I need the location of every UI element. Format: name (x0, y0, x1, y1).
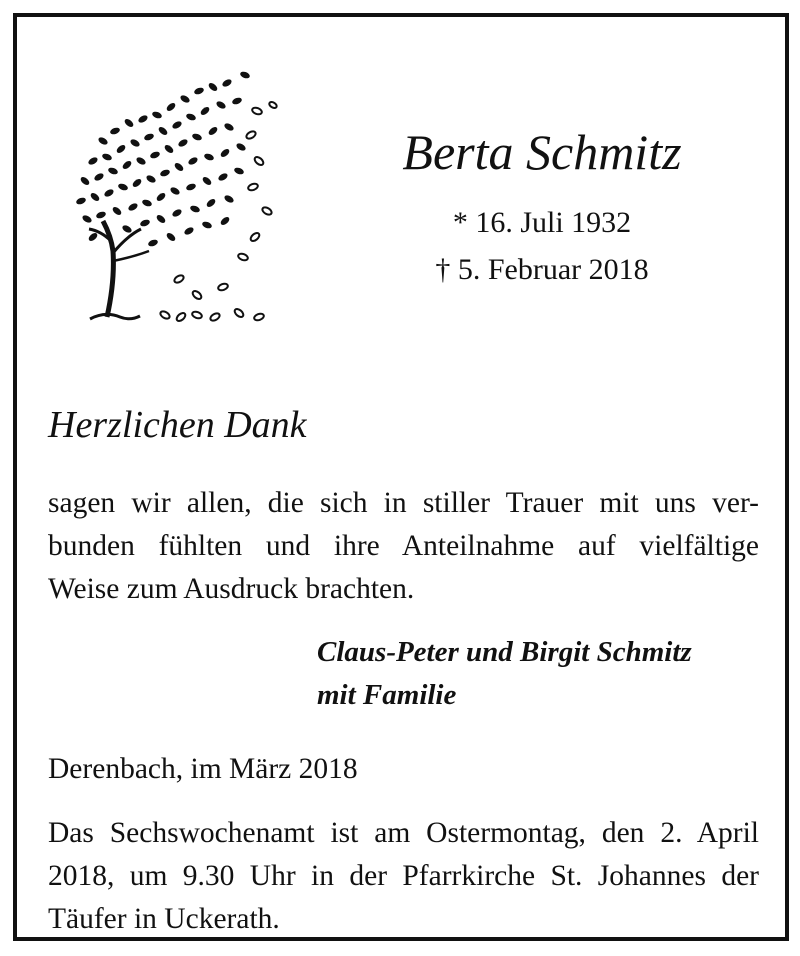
birth-date: * 16. Juli 1932 (452, 206, 632, 239)
thanks-line: sagen wir allen, die sich in stiller Trauer mit uns ver- (48, 487, 759, 519)
service-line: Das Sechswochenamt ist am Ostermontag, den 2. April (48, 817, 759, 849)
service-line: 2018, um 9.30 Uhr in der Pfarrkirche St. Johannes der (48, 860, 759, 892)
service-paragraph (48, 812, 759, 941)
obituary-frame (13, 13, 789, 941)
place-and-date: Derenbach, im März 2018 (48, 753, 358, 785)
thanks-paragraph (48, 482, 759, 611)
service-line: Täufer in Uckerath. (48, 903, 280, 935)
life-dates (347, 199, 737, 293)
family-signature (317, 631, 692, 717)
thanks-heading: Herzlichen Dank (48, 404, 307, 446)
deceased-name: Berta Schmitz (402, 124, 682, 180)
thanks-line: Weise zum Ausdruck brachten. (48, 573, 415, 605)
windblown-tree-icon (45, 61, 285, 341)
signature-line: mit Familie (317, 679, 457, 711)
thanks-line: bunden fühlten und ihre Anteilnahme auf vielfältige (48, 530, 759, 562)
signature-line: Claus-Peter und Birgit Schmitz (317, 636, 692, 668)
death-date: † 5. Februar 2018 (435, 253, 649, 286)
